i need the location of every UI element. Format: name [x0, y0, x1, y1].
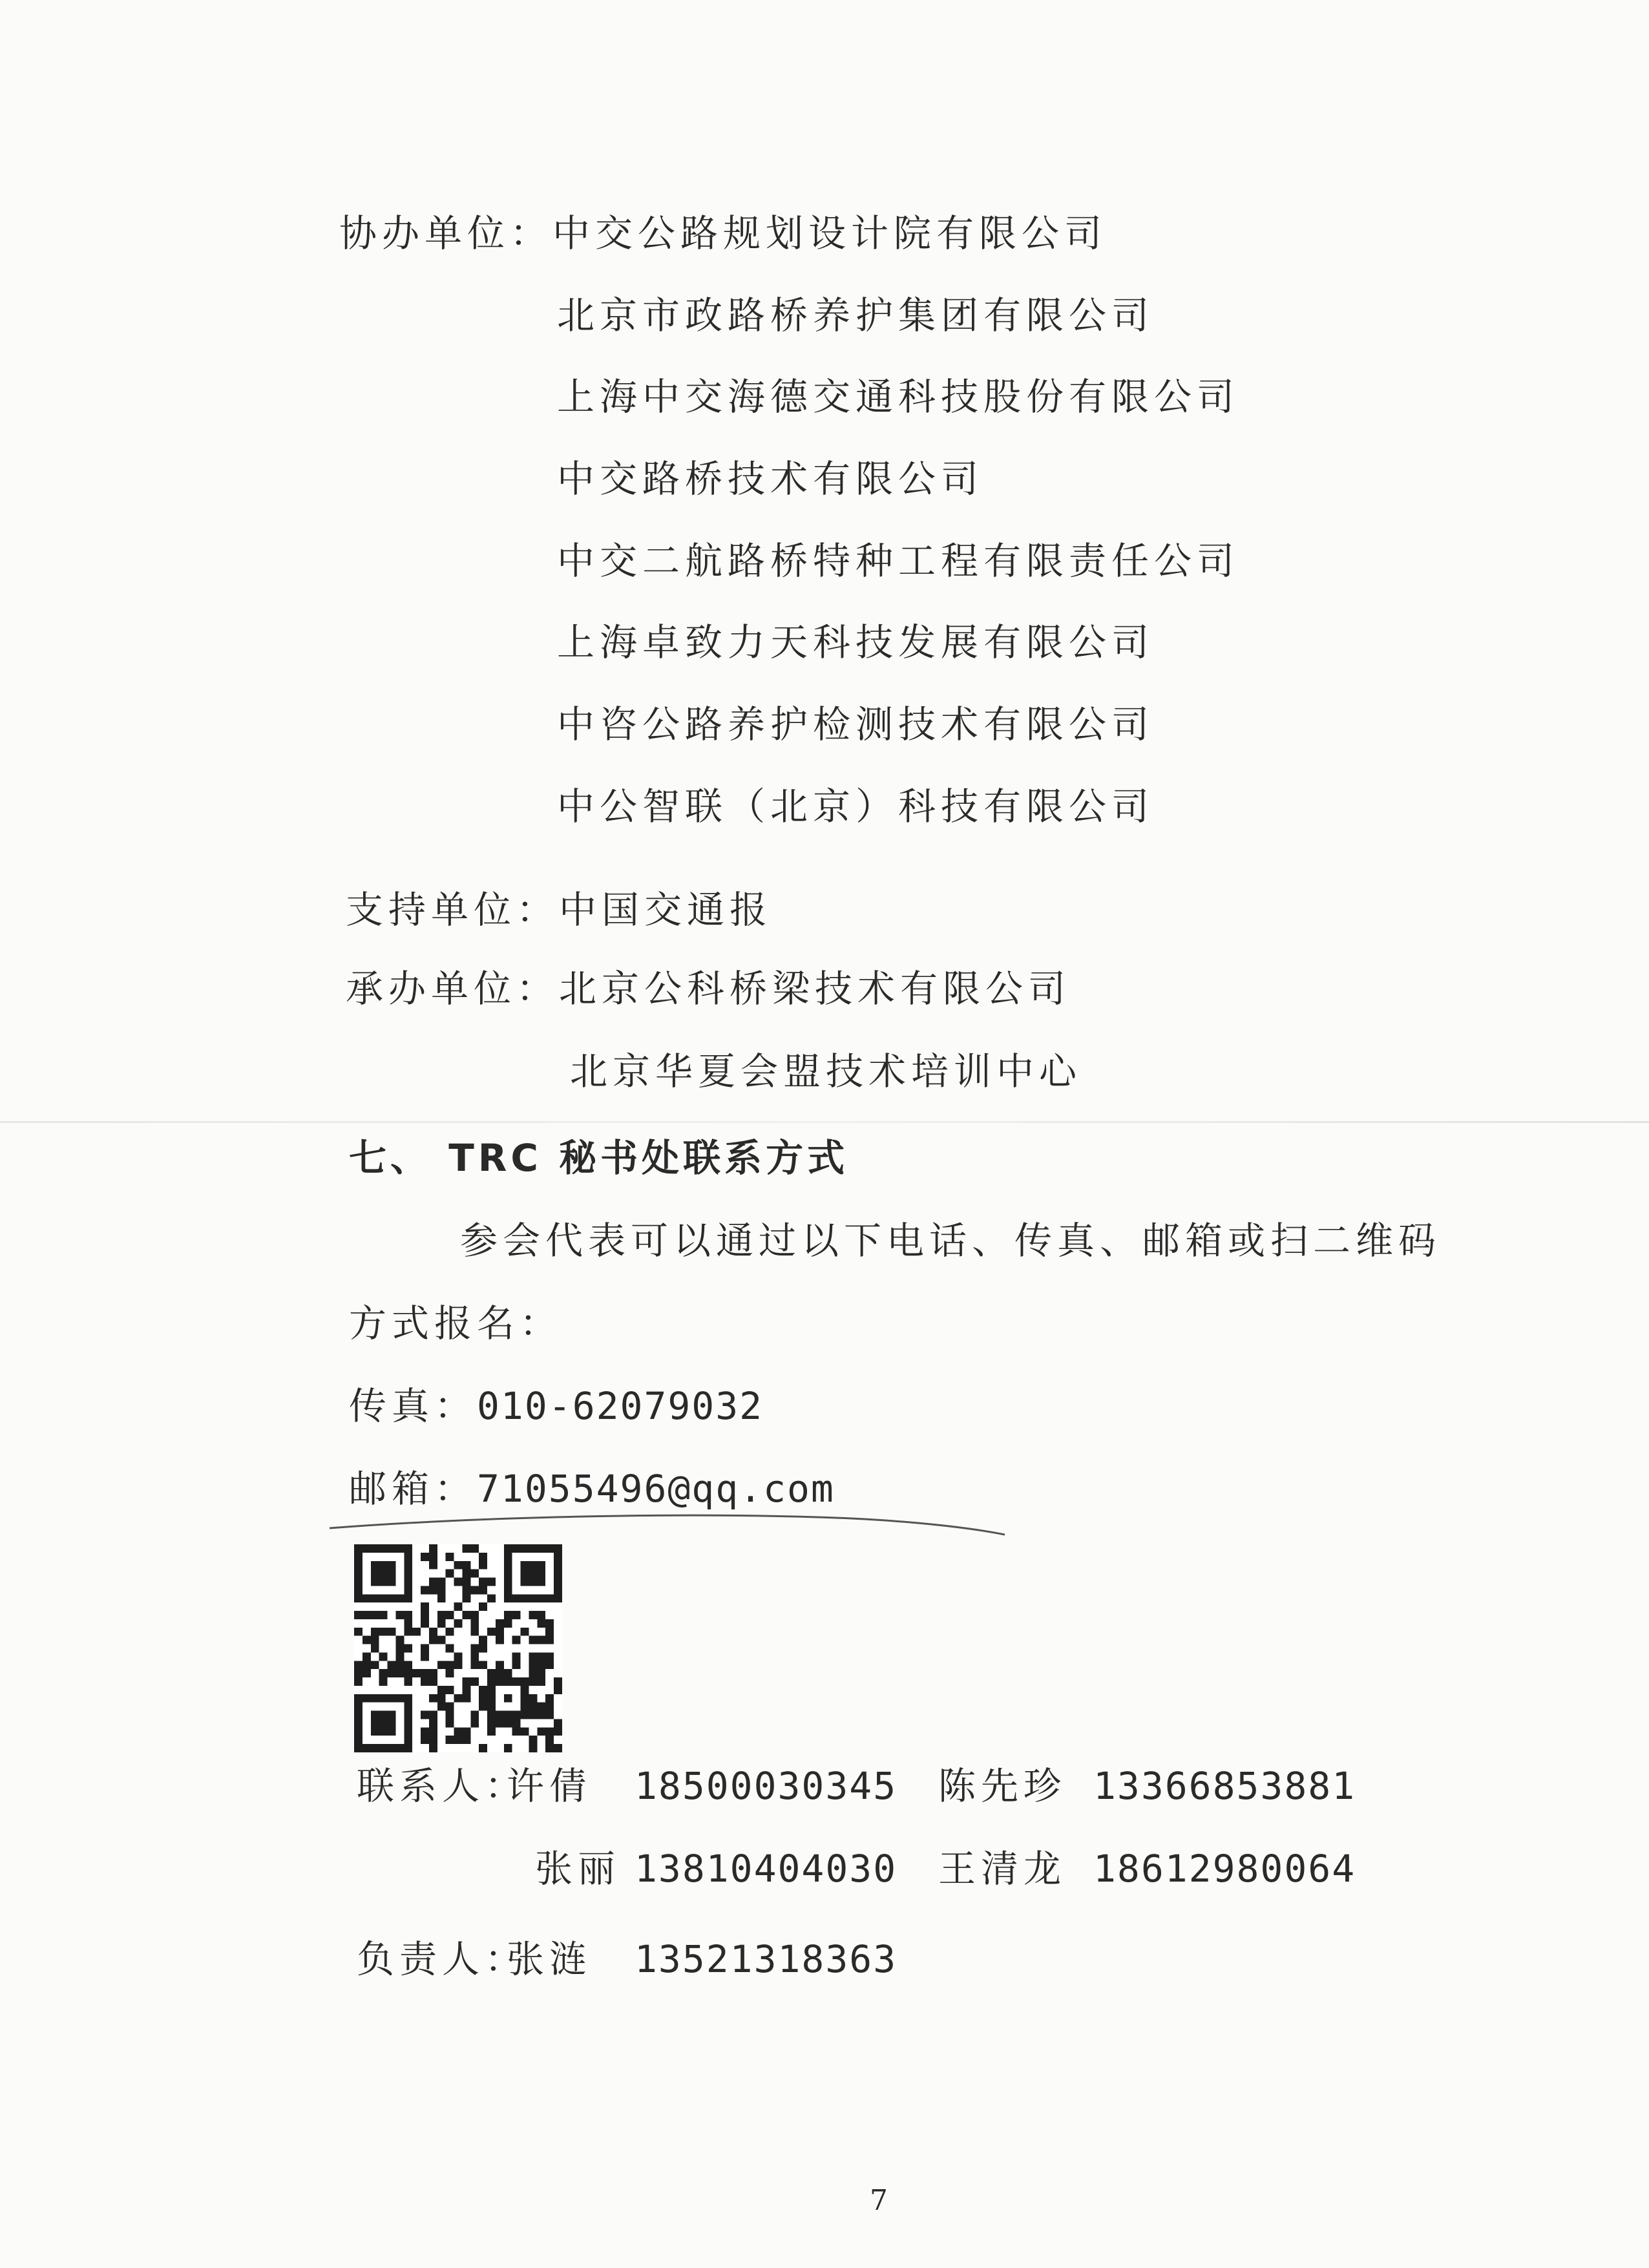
responsible-phone: 13521318363	[635, 1937, 898, 1981]
contact-name: 许倩	[507, 1764, 593, 1808]
organizer-company: 北京公科桥梁技术有限公司	[559, 967, 1071, 1011]
page-number: 7	[870, 2184, 888, 2217]
cohost-row-8	[557, 783, 1154, 830]
contacts-label: 联系人：	[357, 1764, 528, 1808]
cohost-company: 中交二航路桥特种工程有限责任公司	[557, 539, 1240, 583]
section-intro-line-2: 方式报名：	[349, 1301, 563, 1345]
cohost-company: 上海卓致力天科技发展有限公司	[557, 620, 1155, 664]
email-address[interactable]: 71055496@qq.com	[477, 1467, 835, 1511]
cohost-company: 中交公路规划设计院有限公司	[552, 211, 1108, 255]
cohost-row-2	[557, 292, 1154, 339]
fax-label: 传真：	[349, 1384, 478, 1428]
responsible-name: 张涟	[507, 1937, 593, 1981]
organizer-company: 北京华夏会盟技术培训中心	[570, 1049, 1082, 1093]
cohost-row-4	[557, 456, 983, 502]
support-value: 中国交通报	[559, 888, 773, 932]
cohost-company: 上海中交海德交通科技股份有限公司	[557, 375, 1240, 419]
cohost-company: 中咨公路养护检测技术有限公司	[557, 702, 1155, 746]
cohost-company: 中交路桥技术有限公司	[557, 457, 984, 501]
cohost-company: 中公智联（北京）科技有限公司	[557, 784, 1155, 828]
cohost-row-6	[557, 619, 1154, 666]
contact-phone: 13366853881	[1093, 1764, 1356, 1808]
contact-name: 王清龙	[938, 1847, 1067, 1891]
organizer-label: 承办单位：	[346, 967, 560, 1011]
contact-phone: 18612980064	[1093, 1847, 1356, 1891]
fax-row	[349, 1383, 763, 1429]
organizer-row-1	[346, 965, 1071, 1012]
support-label: 支持单位：	[346, 888, 560, 932]
contact-phone: 18500030345	[635, 1764, 898, 1808]
pen-underline-stroke	[326, 1506, 1011, 1544]
contact-name: 张丽	[535, 1847, 621, 1891]
qr-code-image[interactable]	[354, 1544, 562, 1752]
fax-number: 010-62079032	[477, 1384, 764, 1428]
section-heading: 七、 TRC 秘书处联系方式	[349, 1136, 849, 1180]
organizer-row-2	[570, 1048, 1082, 1095]
support-row	[346, 887, 772, 933]
cohost-company: 北京市政路桥养护集团有限公司	[557, 293, 1155, 337]
cohost-row-1	[339, 210, 1107, 257]
paper-fold-line	[0, 1121, 1649, 1123]
cohost-row-7	[557, 701, 1154, 748]
cohost-row-3	[557, 373, 1239, 420]
contact-name: 陈先珍	[938, 1764, 1067, 1808]
responsible-label: 负责人：	[357, 1937, 528, 1981]
contact-phone: 13810404030	[635, 1847, 898, 1891]
cohost-label: 协办单位：	[339, 211, 553, 255]
cohost-row-5	[557, 538, 1239, 584]
section-intro-line-1: 参会代表可以通过以下电话、传真、邮箱或扫二维码	[460, 1219, 1442, 1263]
email-label: 邮箱：	[349, 1467, 478, 1511]
